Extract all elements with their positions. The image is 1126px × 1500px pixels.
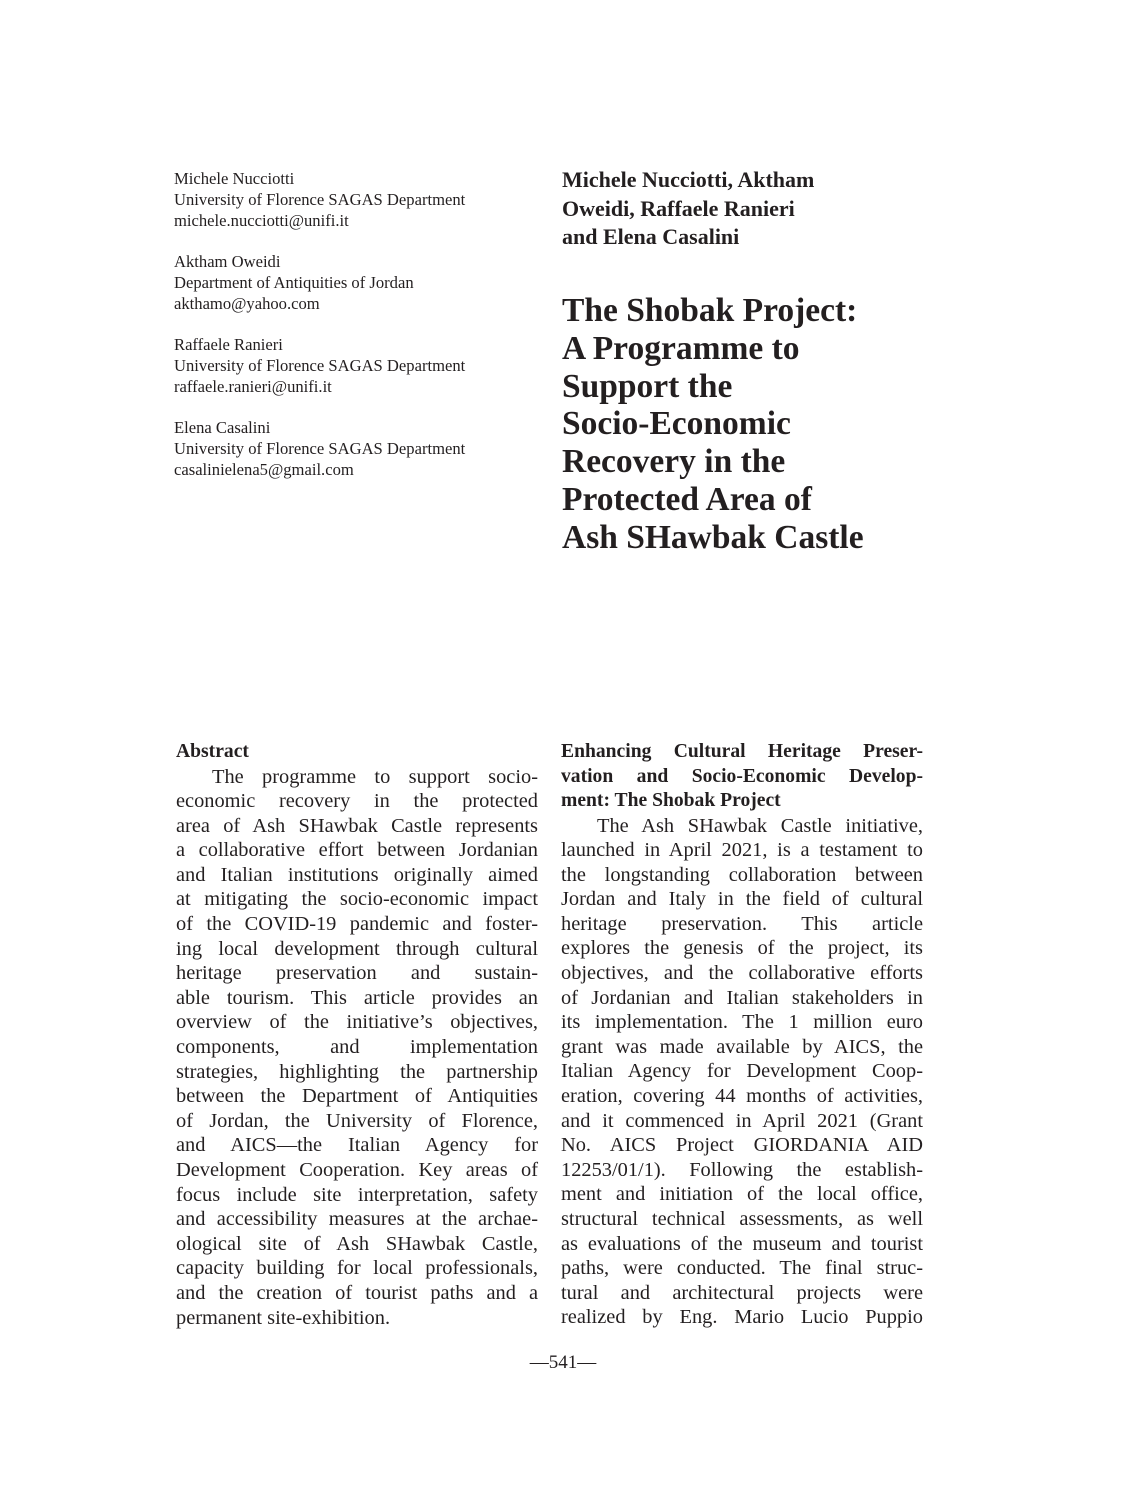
- author-institution: University of Florence SAGAS Department: [174, 356, 466, 375]
- author-institution: Department of Antiquities of Jordan: [174, 273, 414, 292]
- title-line: Recovery in the: [562, 443, 786, 481]
- section-body-line: No. AICS Project GIORDANIA AID: [561, 1134, 923, 1157]
- author-email: michele.nucciotti@unifi.it: [174, 211, 349, 230]
- section-heading-line: vation and Socio-Economic Develop-: [561, 765, 923, 787]
- abstract-line: and Italian institutions originally aimed: [176, 863, 538, 886]
- section-column: [561, 740, 923, 1330]
- author-email: casalinielena5@gmail.com: [174, 460, 354, 479]
- author-byline: [562, 166, 902, 252]
- author-name: Aktham Oweidi: [174, 252, 281, 271]
- abstract-line: overview of the initiative’s objectives,: [176, 1011, 538, 1034]
- author-affiliation-block: [174, 417, 534, 480]
- section-body: [561, 814, 923, 1330]
- abstract-line: between the Department of Antiquities: [176, 1085, 538, 1108]
- author-name: Michele Nucciotti: [174, 169, 295, 188]
- abstract-line: The programme to support socio-: [212, 765, 538, 788]
- abstract-line: focus include site interpretation, safety: [176, 1183, 538, 1206]
- section-body-line: as evaluations of the museum and tourist: [561, 1232, 923, 1255]
- section-body-line: Jordan and Italy in the field of cultural: [561, 888, 923, 911]
- page-number: —541—: [529, 1352, 597, 1373]
- section-body-line: launched in April 2021, is a testament to: [561, 839, 923, 862]
- author-affiliation-block: [174, 251, 534, 314]
- section-body-line: and it commenced in April 2021 (Grant: [561, 1109, 923, 1132]
- section-body-line: ment and initiation of the local office,: [561, 1183, 923, 1206]
- byline-line: Michele Nucciotti, Aktham: [562, 167, 815, 192]
- abstract-line: permanent site-exhibition.: [176, 1306, 391, 1329]
- section-body-line: its implementation. The 1 million euro: [561, 1011, 923, 1034]
- title-line: Support the: [562, 367, 733, 405]
- section-heading-line: Enhancing Cultural Heritage Preser-: [561, 741, 923, 762]
- author-email: raffaele.ranieri@unifi.it: [174, 377, 332, 396]
- title-line: A Programme to: [562, 329, 800, 367]
- title-line: Protected Area of: [562, 480, 812, 518]
- abstract-line: economic recovery in the protected: [176, 790, 538, 813]
- abstract-line: Development Cooperation. Key areas of: [176, 1159, 538, 1181]
- section-body-line: explores the genesis of the project, its: [561, 937, 923, 960]
- author-name: Elena Casalini: [174, 418, 271, 437]
- section-body-line: structural technical assessments, as well: [561, 1208, 923, 1230]
- abstract-line: components, and implementation: [176, 1036, 538, 1059]
- abstract-line: of the COVID-19 pandemic and foster-: [176, 913, 538, 936]
- article-title: [562, 292, 922, 557]
- author-email: akthamo@yahoo.com: [174, 294, 320, 313]
- abstract-line: area of Ash SHawbak Castle represents: [176, 814, 538, 837]
- abstract-line: ological site of Ash SHawbak Castle,: [176, 1232, 538, 1255]
- section-heading: [561, 740, 923, 814]
- title-line: Ash SHawbak Castle: [562, 518, 864, 556]
- abstract-line: at mitigating the socio-economic impact: [176, 888, 538, 911]
- section-body-line: Italian Agency for Development Coop-: [561, 1060, 923, 1083]
- byline-line: Oweidi, Raffaele Ranieri: [562, 195, 795, 221]
- section-body-line: the longstanding collaboration between: [561, 863, 923, 886]
- section-body-line: paths, were conducted. The final struc-: [561, 1257, 923, 1280]
- title-line: Socio-Economic: [562, 405, 791, 443]
- abstract-line: ing local development through cultural: [176, 937, 538, 960]
- section-body-line: heritage preservation. This article: [561, 912, 923, 935]
- abstract-line: capacity building for local professionals,: [176, 1257, 538, 1280]
- abstract-line: and accessibility measures at the archae-: [176, 1208, 538, 1231]
- author-affiliations: [174, 168, 534, 500]
- section-body-line: objectives, and the collaborative efforts: [561, 962, 923, 985]
- abstract-body: [176, 765, 538, 1331]
- section-body-line: grant was made available by AICS, the: [561, 1035, 923, 1058]
- section-body-line: tural and architectural projects were: [561, 1281, 923, 1304]
- section-heading-line: ment: The Shobak Project: [561, 790, 781, 811]
- section-body-line: eration, covering 44 months of activities,: [561, 1085, 923, 1108]
- author-institution: University of Florence SAGAS Department: [174, 439, 466, 458]
- section-body-line: of Jordanian and Italian stakeholders in: [561, 986, 923, 1009]
- byline-line: and Elena Casalini: [562, 224, 740, 249]
- abstract-line: heritage preservation and sustain-: [176, 962, 538, 985]
- abstract-line: able tourism. This article provides an: [176, 986, 538, 1009]
- abstract-heading: Abstract: [176, 741, 249, 762]
- abstract-line: and the creation of tourist paths and a: [176, 1281, 538, 1304]
- abstract-line: of Jordan, the University of Florence,: [176, 1109, 538, 1132]
- author-affiliation-block: [174, 168, 534, 231]
- author-institution: University of Florence SAGAS Department: [174, 190, 466, 209]
- section-body-line: realized by Eng. Mario Lucio Puppio: [561, 1306, 923, 1329]
- title-line: The Shobak Project:: [562, 292, 858, 329]
- section-body-line: The Ash SHawbak Castle initiative,: [597, 814, 923, 837]
- abstract-line: and AICS—the Italian Agency for: [176, 1134, 538, 1157]
- author-affiliation-block: [174, 334, 534, 397]
- abstract-column: [176, 740, 538, 1330]
- abstract-line: strategies, highlighting the partnership: [176, 1060, 538, 1083]
- section-body-line: 12253/01/1). Following the establish-: [561, 1158, 923, 1181]
- author-name: Raffaele Ranieri: [174, 335, 283, 354]
- abstract-line: a collaborative effort between Jordanian: [176, 839, 538, 862]
